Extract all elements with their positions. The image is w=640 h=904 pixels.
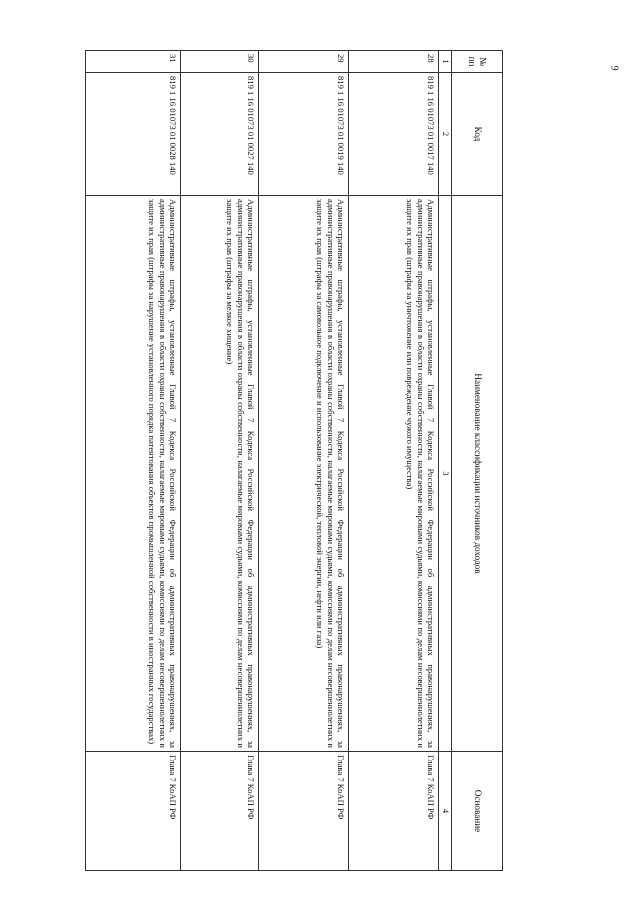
- income-classification-table: [85, 50, 503, 871]
- rotated-table-wrapper: [148, 50, 503, 870]
- row-basis: Глава 7 КоАП РФ: [181, 752, 259, 871]
- page-number: 9: [608, 65, 620, 71]
- row-basis: Глава 7 КоАП РФ: [259, 752, 349, 871]
- header-number: № пп: [452, 51, 503, 73]
- header-name: Наименование классификации источников доходов: [452, 196, 503, 752]
- row-basis: Глава 7 КоАП РФ: [349, 752, 439, 871]
- row-description: Административные штрафы, установленные Главой 7 Кодекса Российской Федерации об административных правонарушениях, за административные правонарушения в области охраны собственности, налагаемые мировыми судьями, комиссиями по делам несовершеннолетних и защите их прав (штрафы за мелкое хищение): [181, 196, 259, 752]
- row-number: 30: [181, 51, 259, 73]
- row-code: 819 1 16 01073 01 0019 140: [259, 73, 349, 196]
- header-basis: Основание: [452, 752, 503, 871]
- row-description: Административные штрафы, установленные Главой 7 Кодекса Российской Федерации об административных правонарушениях, за административные правонарушения в области охраны собственности, налагаемые мировыми судьями, комиссиями по делам несовершеннолетних и защите их прав (штрафы за самовольное подключение и использование электрической, тепловой энергии, нефти или газа): [259, 196, 349, 752]
- column-number-row: [439, 51, 452, 871]
- table-row: [349, 51, 439, 871]
- column-number: 1: [439, 51, 452, 73]
- row-code: 819 1 16 01073 01 0017 140: [349, 73, 439, 196]
- table-row: [259, 51, 349, 871]
- row-basis: Глава 7 КоАП РФ: [86, 752, 181, 871]
- row-number: 31: [86, 51, 181, 73]
- table-row: [86, 51, 181, 871]
- row-code: 819 1 16 01073 01 0028 140: [86, 73, 181, 196]
- column-number: 3: [439, 196, 452, 752]
- column-number: 4: [439, 752, 452, 871]
- row-number: 29: [259, 51, 349, 73]
- table-header-row: [452, 51, 503, 871]
- row-description: Административные штрафы, установленные Главой 7 Кодекса Российской Федерации об административных правонарушениях, за административные правонарушения в области охраны собственности, налагаемые мировыми судьями, комиссиями по делам несовершеннолетних и защите их прав (штрафы за уничтожение или повреждение чужого имущества): [349, 196, 439, 752]
- row-code: 819 1 16 01073 01 0027 140: [181, 73, 259, 196]
- column-number: 2: [439, 73, 452, 196]
- row-number: 28: [349, 51, 439, 73]
- table-row: [181, 51, 259, 871]
- row-description: Административные штрафы, установленные Главой 7 Кодекса Российской Федерации об административных правонарушениях, за административные правонарушения в области охраны собственности, налагаемые мировыми судьями, комиссиями по делам несовершеннолетних и защите их прав (штрафы за нарушение установленного порядка патентования объектов промышленной собственности в иностранных государствах): [86, 196, 181, 752]
- header-code: Код: [452, 73, 503, 196]
